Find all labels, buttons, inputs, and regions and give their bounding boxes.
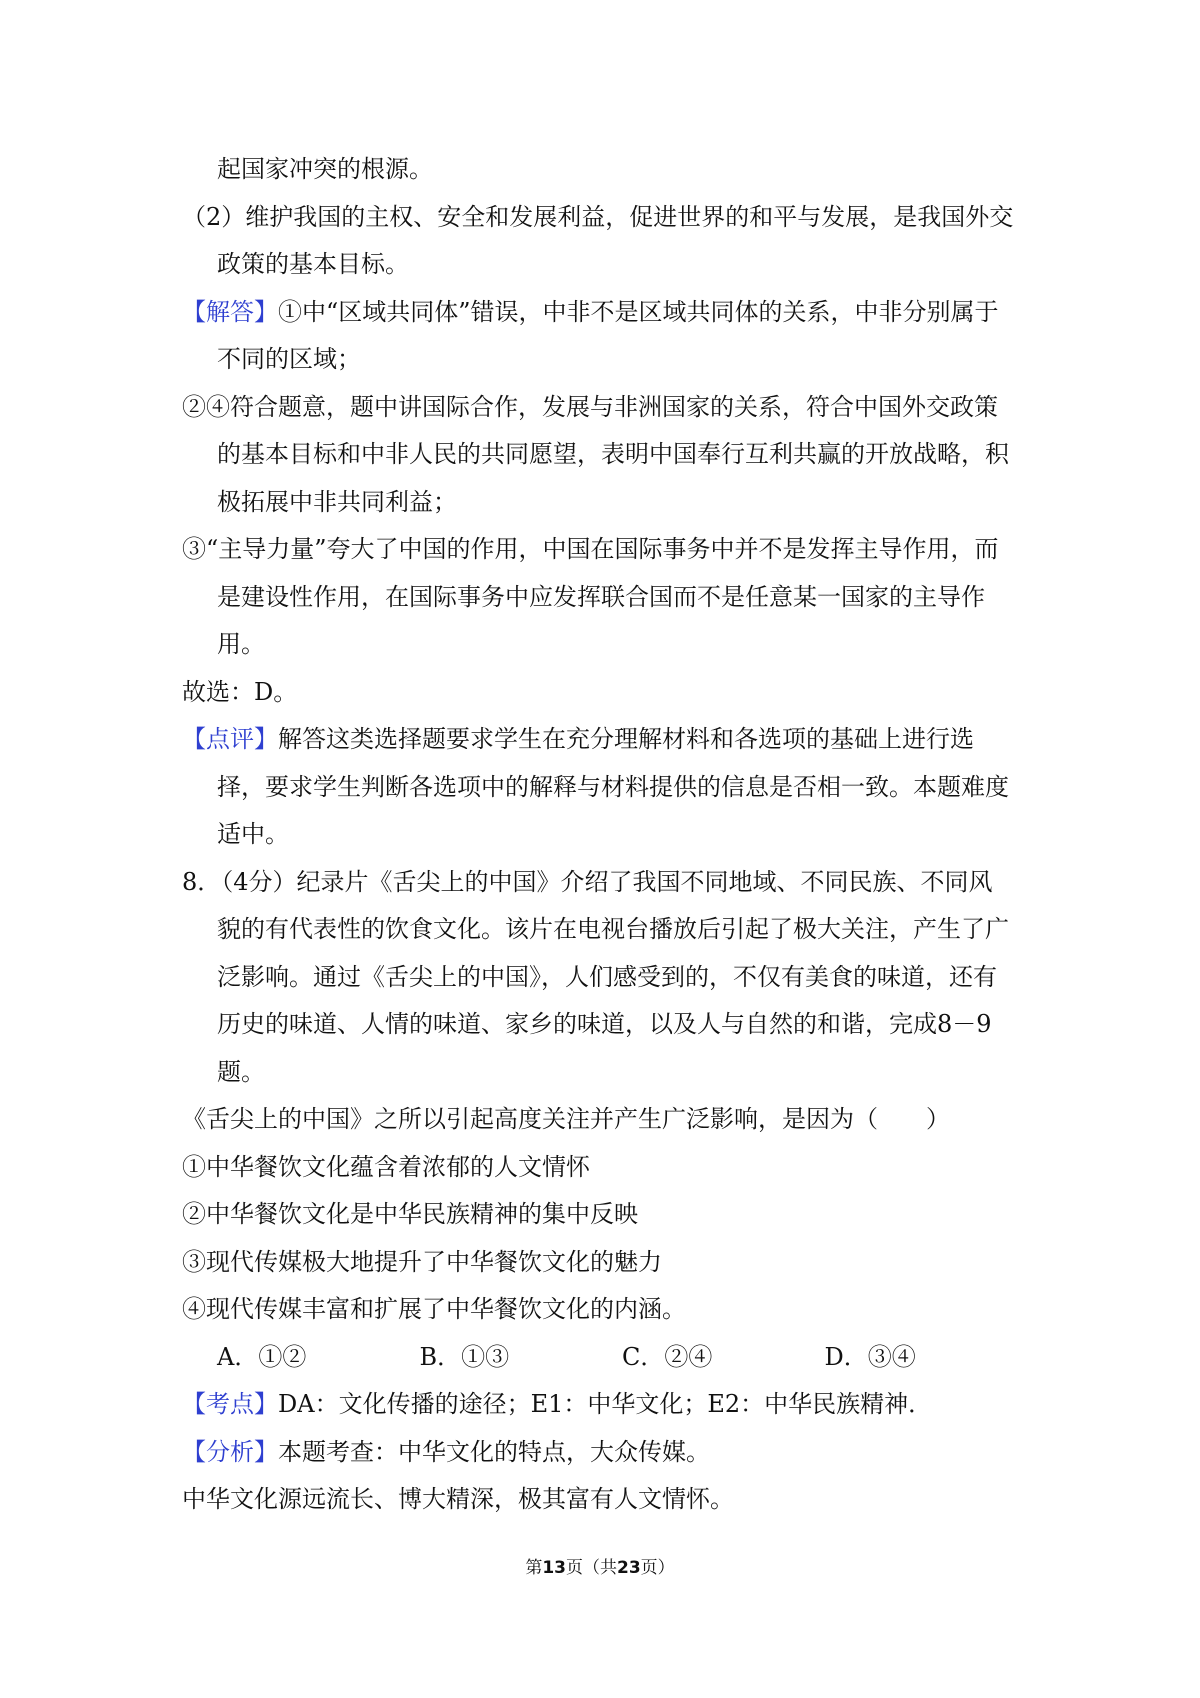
text-line: 用。: [217, 630, 265, 658]
text-line: 的基本目标和中非人民的共同愿望，表明中国奉行互利共赢的开放战略，积: [217, 440, 1009, 468]
answer-options: [182, 1334, 1027, 1382]
text-line: 历史的味道、人情的味道、家乡的味道，以及人与自然的和谐，完成8－9: [217, 1010, 992, 1038]
text-line: 择，要求学生判断各选项中的解释与材料提供的信息是否相一致。本题难度: [217, 772, 1009, 801]
analysis-line: [182, 1429, 1027, 1477]
text-line: 起国家冲突的根源。: [217, 155, 433, 183]
option-a: A．①②: [217, 1342, 307, 1371]
option-b: B．①③: [419, 1342, 510, 1371]
text-line: 是建设性作用，在国际事务中应发挥联合国而不是任意某一国家的主导作: [217, 582, 985, 611]
text-line: 政策的基本目标。: [217, 250, 409, 278]
page-content: [182, 146, 1027, 1524]
text-line: 适中。: [217, 820, 289, 848]
statement-3: ③现代传媒极大地提升了中华餐饮文化的魅力: [182, 1247, 662, 1276]
option-d: D．③④: [824, 1342, 916, 1371]
point-text: DA：文化传播的途径；E1：中华文化；E2：中华民族精神．: [278, 1390, 933, 1418]
text-line: 中华文化源远流长、博大精深，极其富有人文情怀。: [182, 1485, 734, 1513]
comment-line: [182, 716, 1027, 764]
footer-mid: 页（共: [566, 1558, 617, 1578]
answer-tag: 【解答】: [182, 297, 278, 326]
statement-4: ④现代传媒丰富和扩展了中华餐饮文化的内涵。: [182, 1295, 686, 1323]
point-line: [182, 1381, 1027, 1429]
text-line: 极拓展中非共同利益；: [217, 487, 457, 516]
text-line: 泛影响。通过《舌尖上的中国》，人们感受到的，不仅有美食的味道，还有: [217, 962, 997, 991]
option-c: C．②④: [622, 1342, 713, 1371]
comment-tag: 【点评】: [182, 725, 278, 753]
analysis-tag: 【分析】: [182, 1437, 278, 1466]
answer-line: [182, 289, 1027, 337]
text-line: 题。: [217, 1057, 265, 1086]
text-line: ③“主导力量”夸大了中国的作用，中国在国际事务中并不是发挥主导作用，而: [182, 535, 999, 563]
comment-text: 解答这类选择题要求学生在充分理解材料和各选项的基础上进行选: [278, 725, 974, 753]
analysis-text: 本题考查：中华文化的特点，大众传媒。: [278, 1437, 710, 1466]
selection-line: 故选：D。: [182, 677, 298, 706]
text-line: 貌的有代表性的饮食文化。该片在电视台播放后引起了极大关注，产生了广: [217, 915, 1009, 943]
statement-1: ①中华餐饮文化蕴含着浓郁的人文情怀: [182, 1152, 590, 1181]
footer-prefix: 第: [525, 1558, 543, 1578]
current-page-number: 13: [542, 1558, 566, 1578]
question-stem: 《舌尖上的中国》之所以引起高度关注并产生广泛影响，是因为（ ）: [182, 1105, 950, 1133]
answer-text: ①中“区域共同体”错误，中非不是区域共同体的关系，中非分别属于: [278, 297, 999, 326]
page-footer: [0, 1553, 1200, 1578]
total-page-number: 23: [617, 1558, 641, 1578]
footer-suffix: 页）: [640, 1558, 675, 1578]
text-line: 不同的区域；: [217, 345, 361, 373]
point-tag: 【考点】: [182, 1390, 278, 1418]
statement-2: ②中华餐饮文化是中华民族精神的集中反映: [182, 1200, 638, 1228]
text-line: ②④符合题意，题中讲国际合作，发展与非洲国家的关系，符合中国外交政策: [182, 392, 998, 421]
text-line: （2）维护我国的主权、安全和发展利益，促进世界的和平与发展，是我国外交: [182, 202, 1014, 231]
question-line: 8．（4分）纪录片《舌尖上的中国》介绍了我国不同地域、不同民族、不同风: [182, 867, 993, 896]
